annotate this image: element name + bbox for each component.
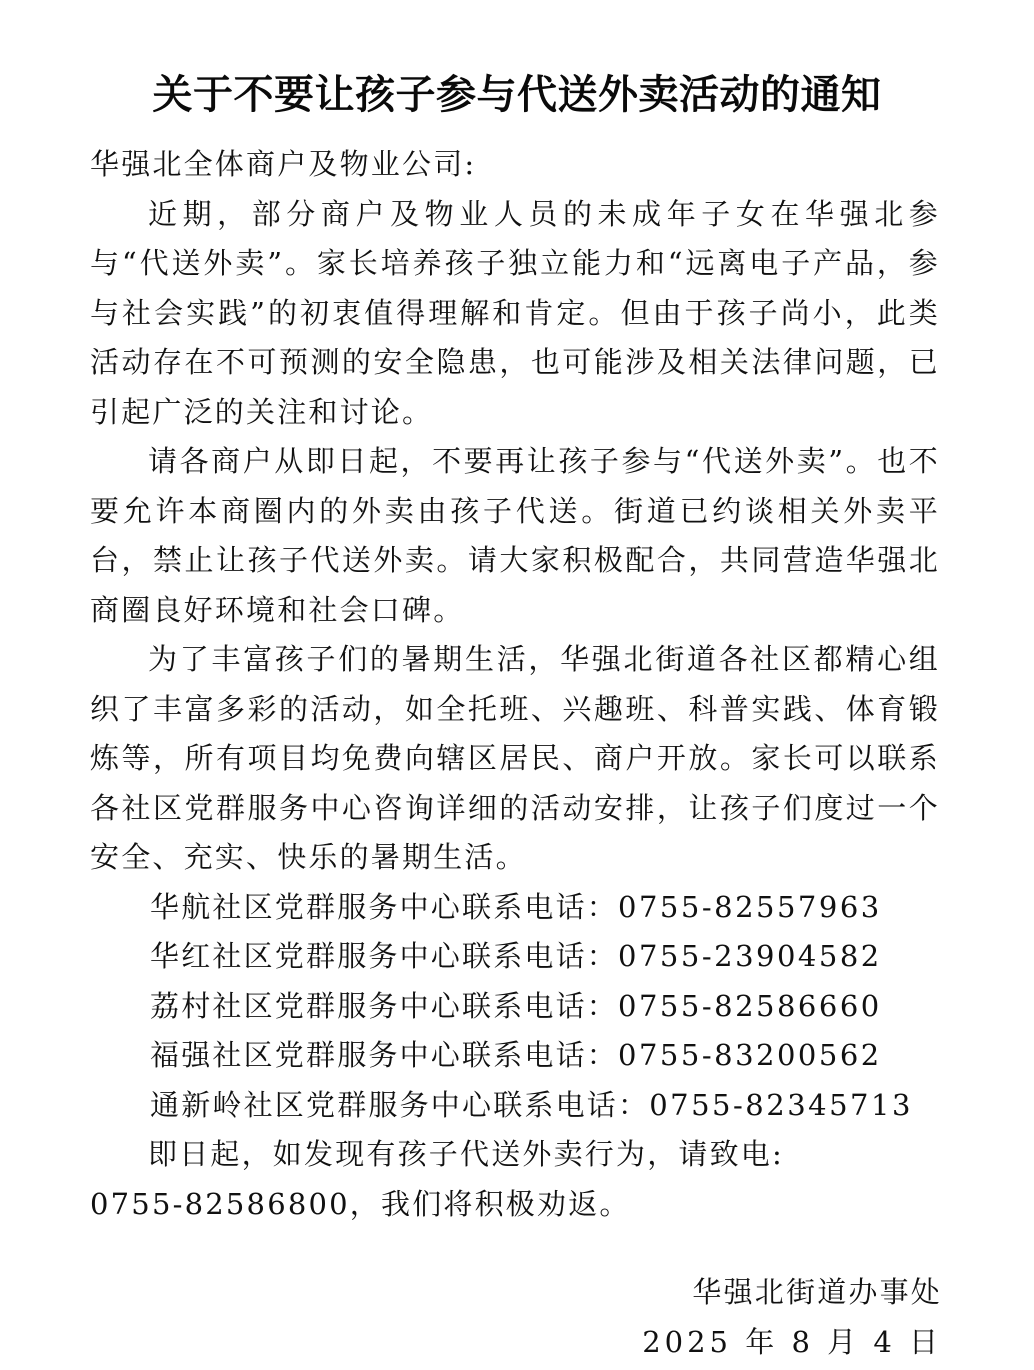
contact-label: 华红社区党群服务中心联系电话：	[150, 939, 619, 973]
contact-phone: 0755-82557963	[618, 889, 882, 924]
contact-phone: 0755-23904582	[618, 939, 882, 973]
paragraph-request: 请各商户从即日起，不要再让孩子参与“代送外卖”。也不要允许本商圈内的外卖由孩子代送。街道已约谈相关外卖平台，禁止让孩子代送外卖。请大家积极配合，共同营造华强北商圈良好环境和社会口碑。	[90, 444, 940, 627]
closing-line: 即日起，如发现有孩子代送外卖行为，请致电:	[148, 1137, 784, 1171]
salutation: 华强北全体商户及物业公司:	[90, 147, 477, 181]
notice-body	[90, 140, 940, 1229]
notice-title: 关于不要让孩子参与代送外卖活动的通知	[152, 71, 882, 118]
contact-label: 通新岭社区党群服务中心联系电话：	[150, 1087, 650, 1122]
signature-block	[642, 1268, 942, 1367]
contact-label: 华航社区党群服务中心联系电话：	[150, 889, 619, 924]
contact-label: 福强社区党群服务中心联系电话：	[150, 1038, 619, 1072]
issuer: 华强北街道办事处	[692, 1275, 942, 1309]
contact-label: 荔村社区党群服务中心联系电话：	[150, 988, 619, 1023]
issue-date: 2025 年 8 月 4 日	[642, 1324, 942, 1359]
contact-phone: 0755-83200562	[618, 1038, 882, 1072]
closing-phone-line: 0755-82586800，我们将积极劝返。	[90, 1186, 631, 1221]
contact-phone: 0755-82345713	[649, 1087, 913, 1122]
contact-phone: 0755-82586660	[618, 988, 882, 1023]
contact-line-tongxinling	[90, 1081, 940, 1131]
contact-line-licun	[90, 982, 940, 1032]
paragraph-safety-concern: 近期，部分商户及物业人员的未成年子女在华强北参与“代送外卖”。家长培养孩子独立能力和“远离电子产品，参与社会实践”的初衷值得理解和肯定。但由于孩子尚小，此类活动存在不可预测的安全隐患，也可能涉及相关法律问题，已引起广泛的关注和讨论。	[90, 196, 940, 429]
contact-line-fuqiang	[90, 1031, 940, 1081]
contact-line-huahang	[90, 883, 940, 933]
paragraph-summer-activities: 为了丰富孩子们的暑期生活，华强北街道各社区都精心组织了丰富多彩的活动，如全托班、兴趣班、科普实践、体育锻炼等，所有项目均免费向辖区居民、商户开放。家长可以联系各社区党群服务中心咨询详细的活动安排，让孩子们度过一个安全、充实、快乐的暑期生活。	[90, 642, 940, 874]
contact-line-huahong	[90, 932, 940, 982]
